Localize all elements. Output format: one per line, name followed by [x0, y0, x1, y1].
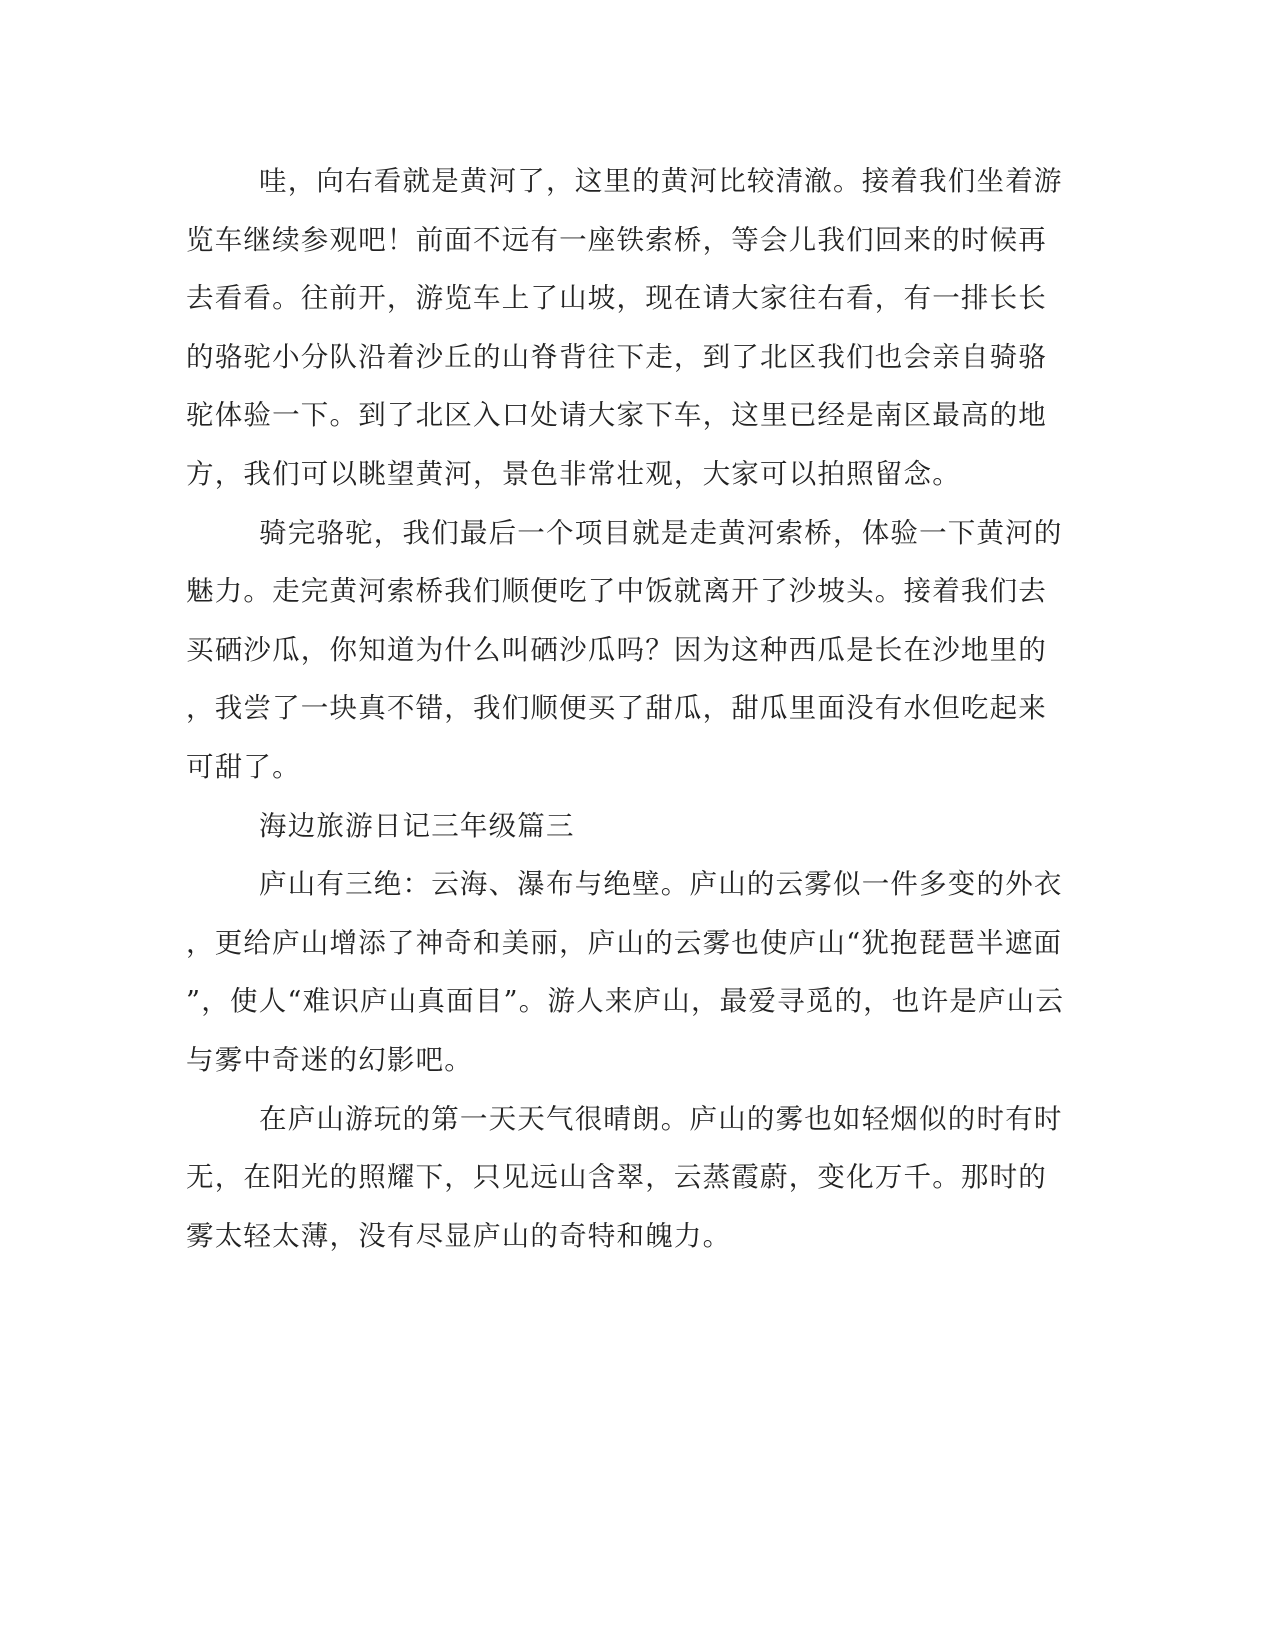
paragraph-yellow-river-view: 哇，向右看就是黄河了，这里的黄河比较清澈。接着我们坐着游 览车继续参观吧！前面不远有一座铁索桥，等会儿我们回来的时候再 去看看。往前开，游览车上了山坡，现在请大家往右看，有一排长长 的骆驼小分队沿着沙丘的山脊背往下走，到了北区我们也会亲自骑骆 驼体验一下。到了北区入口处请大家下车，这里已经是南区最高的地 方，我们可以眺望黄河，景色非常壮观，大家可以拍照留念。: [186, 165, 1063, 490]
paragraph-camel-bridge: 骑完骆驼，我们最后一个项目就是走黄河索桥，体验一下黄河的 魅力。走完黄河索桥我们顺便吃了中饭就离开了沙坡头。接着我们去 买硒沙瓜，你知道为什么叫硒沙瓜吗？因为这种西瓜是长在沙地里的 ，我尝了一块真不错，我们顺便买了甜瓜，甜瓜里面没有水但吃起来 可甜了。: [186, 516, 1063, 783]
section-title: 海边旅游日记三年级篇三: [259, 809, 575, 842]
document-page: [186, 152, 1086, 1265]
paragraph-lushan-first-day: 在庐山游玩的第一天天气很晴朗。庐山的雾也如轻烟似的时有时 无，在阳光的照耀下，只见远山含翠，云蒸霞蔚，变化万千。那时的 雾太轻太薄，没有尽显庐山的奇特和魄力。: [186, 1102, 1063, 1252]
paragraph-lushan-three-wonders: 庐山有三绝：云海、瀑布与绝壁。庐山的云雾似一件多变的外衣 ，更给庐山增添了神奇和美丽，庐山的云雾也使庐山“犹抱琵琶半遮面 ”，使人“难识庐山真面目”。游人来庐山，最爱寻觅的，也许是庐山云 与雾中奇迷的幻影吧。: [186, 868, 1065, 1076]
